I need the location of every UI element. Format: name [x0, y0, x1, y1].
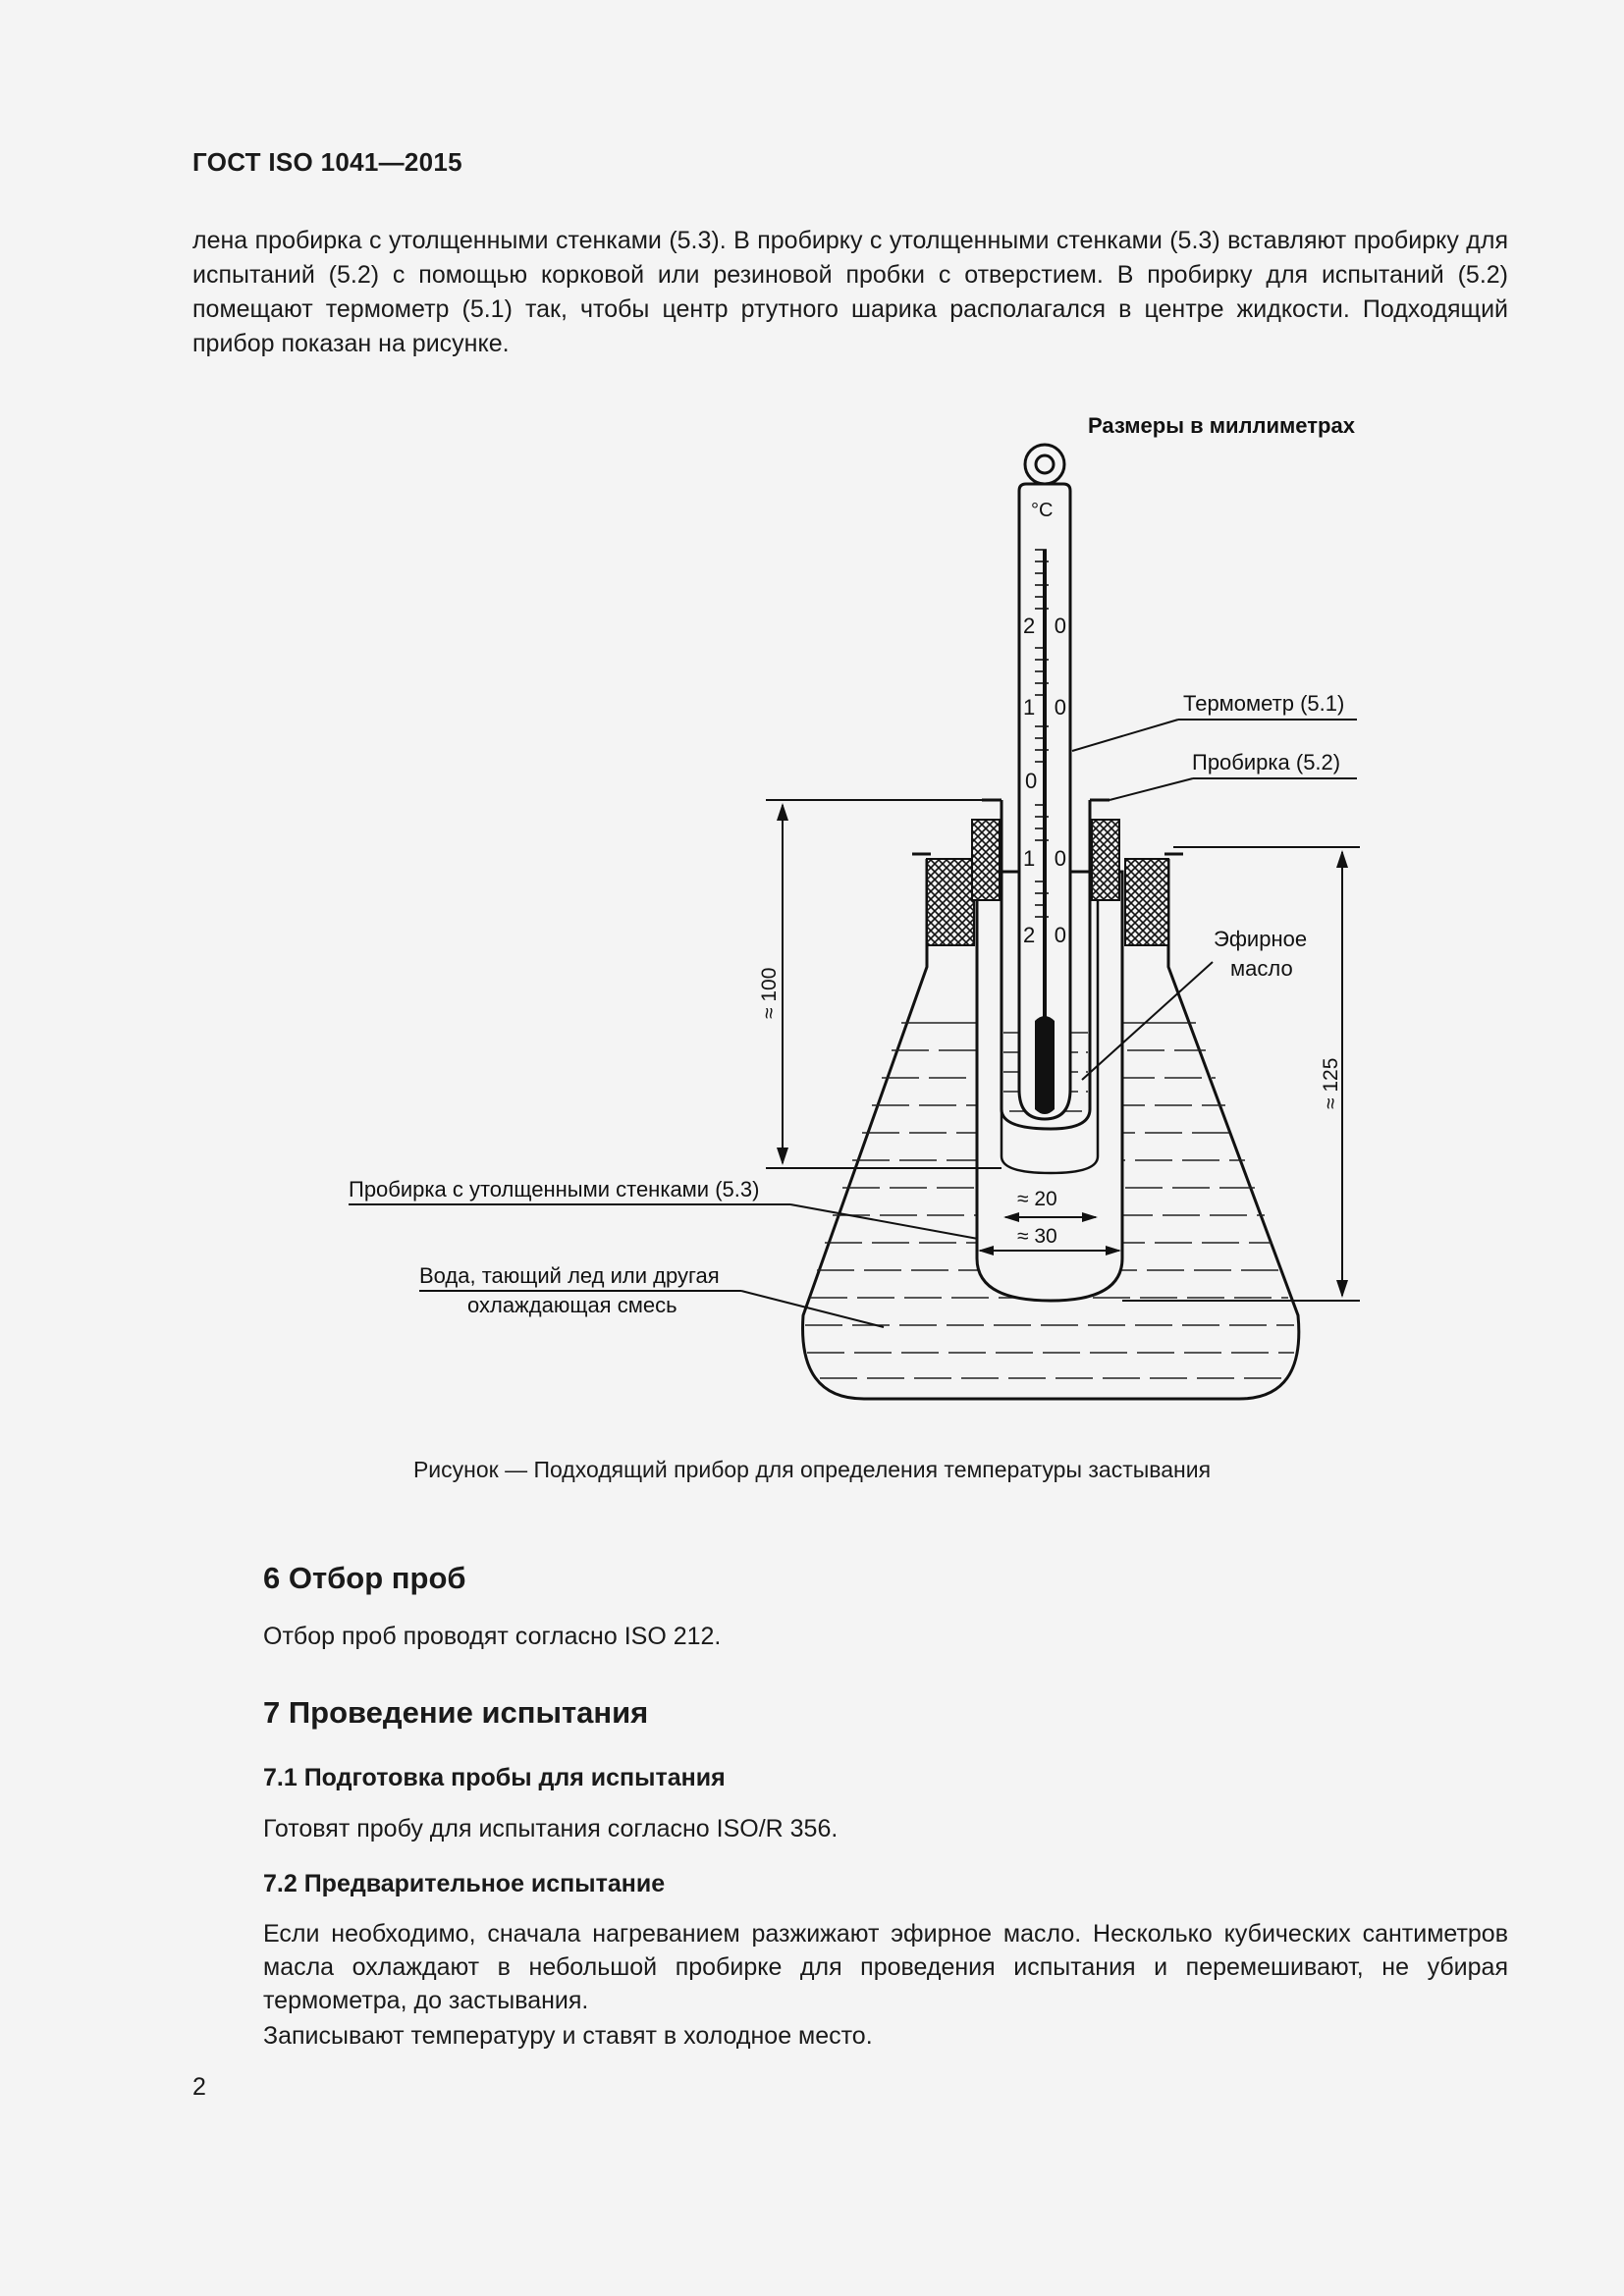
thermometer-label: Термометр (5.1): [1183, 691, 1345, 716]
thick-tube-label: Пробирка с утолщенными стенками (5.3): [349, 1177, 760, 1201]
section-7-heading: 7 Проведение испытания: [263, 1695, 649, 1730]
dim-30-label: ≈ 30: [1017, 1225, 1057, 1248]
scale-label-5: 20: [1023, 923, 1066, 947]
inner-cork-left: [972, 820, 1000, 900]
outer-cork-left: [927, 859, 974, 945]
dim-20-label: ≈ 20: [1017, 1188, 1057, 1210]
celsius-label: °C: [1031, 500, 1054, 521]
test-tube-label: Пробирка (5.2): [1192, 750, 1341, 774]
dim-125-label: ≈ 125: [1320, 1057, 1342, 1109]
subsection-7-2-heading: 7.2 Предварительное испытание: [263, 1870, 666, 1897]
subsection-7-2-text-1: Если необходимо, сначала нагреванием разжижают эфирное масло. Несколько кубических сантиметров масла охлаждают в небольшой пробирке для проведения испытания и перемешивают, не убирая термометра, до застывания.: [263, 1920, 1508, 2014]
intro-paragraph: лена пробирка с утолщенными стенками (5.3). В пробирку с утолщенными стенками (5.3) вставляют пробирку для испытаний (5.2) с помощью корковой или резиновой пробки с отверстием. В пробирку для испытаний (5.2) помещают термометр (5.1) так, чтобы центр ртутного шарика располагался в центре жидкости. Подходящий прибор показан на рисунке.: [192, 227, 1508, 357]
scale-label-4: 10: [1023, 846, 1066, 871]
coolant-label-2: охлаждающая смесь: [467, 1293, 677, 1317]
subsection-7-1-heading: 7.1 Подготовка пробы для испытания: [263, 1764, 726, 1791]
inner-cork-right: [1092, 820, 1119, 900]
thermometer: [1019, 445, 1070, 1119]
dimensions-note: Размеры в миллиметрах: [1088, 413, 1355, 438]
outer-cork-right: [1125, 859, 1168, 945]
leader-lines: [349, 720, 1357, 1327]
section-6-text: Отбор проб проводят согласно ISO 212.: [263, 1623, 722, 1650]
scale-label-2: 10: [1023, 695, 1066, 720]
scale-label-3: 0: [1025, 769, 1038, 793]
coolant-label-1: Вода, тающий лед или другая: [419, 1263, 720, 1288]
scale-label-1: 20: [1023, 614, 1066, 638]
figure-caption: Рисунок — Подходящий прибор для определения температуры застывания: [412, 1457, 1212, 1482]
page-number: 2: [192, 2073, 206, 2101]
dim-100-label: ≈ 100: [758, 967, 781, 1019]
document-header: ГОСТ ISO 1041—2015: [192, 147, 462, 177]
ether-oil-label-1: Эфирное: [1214, 927, 1308, 951]
ether-oil-label-2: масло: [1230, 956, 1293, 981]
subsection-7-2-text-2: Записывают температуру и ставят в холодное место.: [263, 2022, 873, 2050]
subsection-7-1-text: Готовят пробу для испытания согласно ISO/R 356.: [263, 1815, 839, 1842]
section-6-heading: 6 Отбор проб: [263, 1561, 466, 1595]
